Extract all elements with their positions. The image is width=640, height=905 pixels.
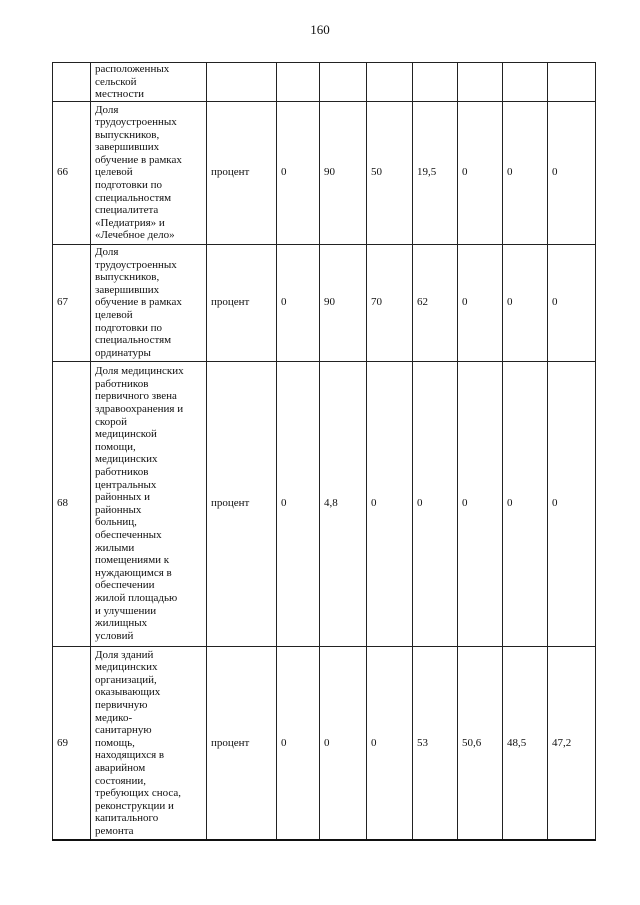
indicator-name-cell: Доля трудоустроенных выпускников, завершивших обучение в рамках целевой подготовки по специальностям специалитета «Педиатрия» и «Лечебное дело»	[91, 101, 207, 244]
row-number-cell	[53, 63, 91, 102]
value-cell	[548, 63, 596, 102]
unit-cell: процент	[207, 646, 277, 840]
value-cell: 53	[413, 646, 458, 840]
value-cell: 47,2	[548, 646, 596, 840]
table-row	[53, 361, 596, 646]
value-cell: 90	[320, 244, 367, 361]
value-cell: 0	[320, 646, 367, 840]
value-cell: 90	[320, 101, 367, 244]
indicator-name-cell: Доля трудоустроенных выпускников, завершивших обучение в рамках целевой подготовки по специальностям ординатуры	[91, 244, 207, 361]
value-cell: 50,6	[458, 646, 503, 840]
indicators-table	[52, 62, 596, 841]
value-cell: 0	[413, 361, 458, 646]
value-cell: 0	[458, 244, 503, 361]
row-number-cell: 66	[53, 101, 91, 244]
value-cell	[503, 63, 548, 102]
unit-cell: процент	[207, 244, 277, 361]
value-cell: 0	[277, 361, 320, 646]
row-number-cell: 68	[53, 361, 91, 646]
value-cell: 0	[503, 244, 548, 361]
value-cell	[277, 63, 320, 102]
value-cell: 0	[367, 646, 413, 840]
value-cell: 50	[367, 101, 413, 244]
row-number-cell: 69	[53, 646, 91, 840]
value-cell: 48,5	[503, 646, 548, 840]
value-cell: 19,5	[413, 101, 458, 244]
value-cell: 62	[413, 244, 458, 361]
value-cell: 0	[277, 244, 320, 361]
value-cell: 0	[458, 361, 503, 646]
unit-cell	[207, 63, 277, 102]
value-cell: 0	[548, 361, 596, 646]
value-cell: 0	[548, 244, 596, 361]
indicator-name-cell: Доля зданий медицинских организаций, оказывающих первичную медико- санитарную помощь, находящихся в аварийном состоянии, требующих сноса, реконструкции и капитального ремонта	[91, 646, 207, 840]
row-number-cell: 67	[53, 244, 91, 361]
table-row	[53, 63, 596, 102]
value-cell: 4,8	[320, 361, 367, 646]
value-cell: 70	[367, 244, 413, 361]
value-cell: 0	[503, 361, 548, 646]
table-row	[53, 646, 596, 840]
page-number: 160	[310, 22, 330, 37]
unit-cell: процент	[207, 101, 277, 244]
value-cell: 0	[503, 101, 548, 244]
value-cell	[458, 63, 503, 102]
value-cell	[413, 63, 458, 102]
indicator-name-cell: Доля медицинских работников первичного звена здравоохранения и скорой медицинской помощи, медицинских работников центральных районных и районных больниц, обеспеченных жилыми помещениями к нуждающимся в обеспечении жилой площадью и улучшении жилищных условий	[91, 361, 207, 646]
value-cell	[320, 63, 367, 102]
value-cell: 0	[277, 101, 320, 244]
value-cell: 0	[458, 101, 503, 244]
value-cell: 0	[367, 361, 413, 646]
indicator-name-cell: расположенных сельской местности	[91, 63, 207, 102]
value-cell: 0	[277, 646, 320, 840]
table-row	[53, 244, 596, 361]
table-row	[53, 101, 596, 244]
value-cell: 0	[548, 101, 596, 244]
unit-cell: процент	[207, 361, 277, 646]
value-cell	[367, 63, 413, 102]
